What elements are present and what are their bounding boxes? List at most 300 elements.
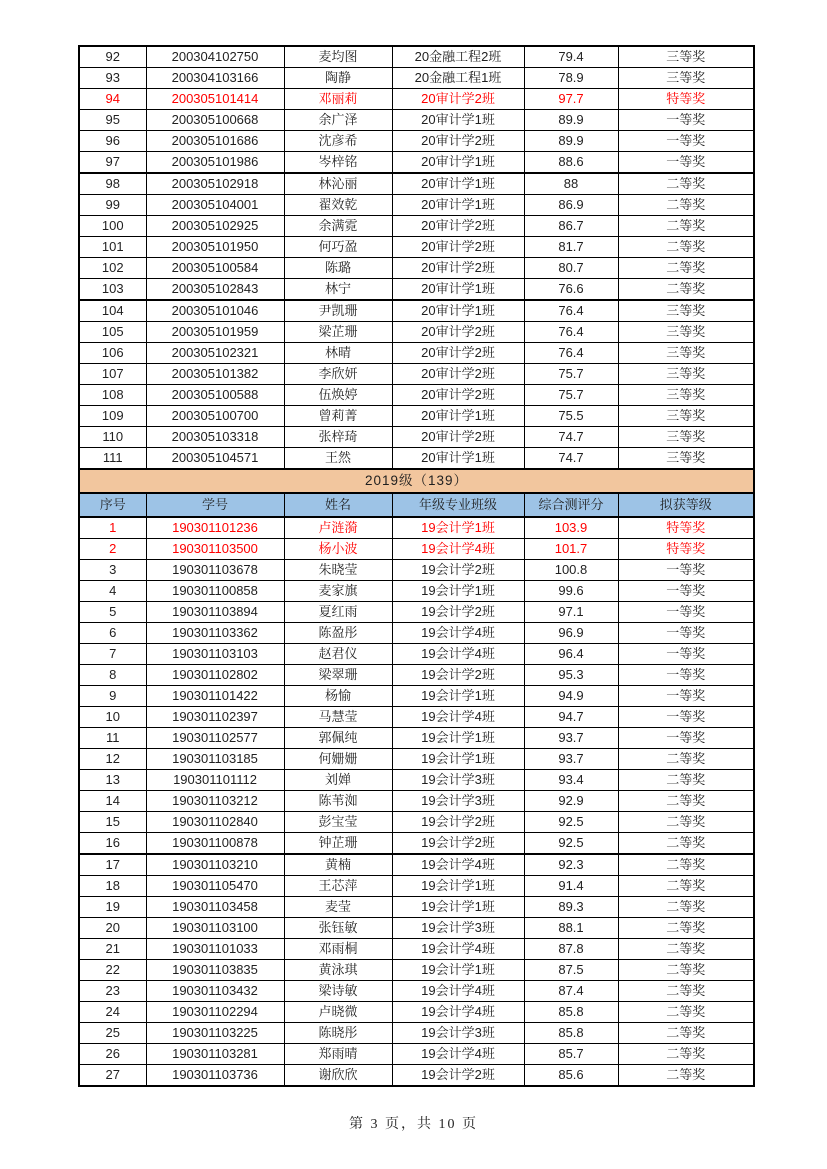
cell-serial: 25: [79, 1023, 146, 1044]
cell-name: 何巧盈: [284, 237, 392, 258]
cell-student-id: 190301103225: [146, 1023, 284, 1044]
cell-serial: 21: [79, 939, 146, 960]
cell-score: 101.7: [524, 539, 618, 560]
cell-name: 林晴: [284, 343, 392, 364]
cell-award: 三等奖: [618, 448, 754, 470]
cell-award: 三等奖: [618, 68, 754, 89]
cell-student-id: 190301101112: [146, 770, 284, 791]
cell-score: 75.7: [524, 385, 618, 406]
awards-table: [78, 45, 755, 1087]
cell-class: 19会计学1班: [392, 749, 524, 770]
cell-class: 20审计学1班: [392, 110, 524, 131]
cell-name: 彭宝莹: [284, 812, 392, 833]
cell-class: 20审计学2班: [392, 258, 524, 279]
cell-serial: 92: [79, 46, 146, 68]
cell-class: 19会计学1班: [392, 960, 524, 981]
cell-score: 76.4: [524, 343, 618, 364]
cell-award: 二等奖: [618, 279, 754, 301]
cell-name: 郭佩纯: [284, 728, 392, 749]
cell-class: 19会计学3班: [392, 770, 524, 791]
cell-score: 88.1: [524, 918, 618, 939]
cell-name: 沈彦希: [284, 131, 392, 152]
cell-award: 二等奖: [618, 854, 754, 876]
cell-award: 特等奖: [618, 517, 754, 539]
cell-student-id: 200304102750: [146, 46, 284, 68]
table-row: [79, 517, 754, 539]
cell-student-id: 200305101959: [146, 322, 284, 343]
cell-award: 二等奖: [618, 1044, 754, 1065]
cell-student-id: 200305102918: [146, 173, 284, 195]
cell-serial: 9: [79, 686, 146, 707]
table-row: [79, 791, 754, 812]
cell-score: 76.6: [524, 279, 618, 301]
cell-name: 张钰敏: [284, 918, 392, 939]
cell-name: 梁翠珊: [284, 665, 392, 686]
cell-name: 黄楠: [284, 854, 392, 876]
cell-class: 19会计学1班: [392, 728, 524, 749]
page-footer: 第 3 页，共 10 页: [349, 1117, 478, 1132]
cell-serial: 12: [79, 749, 146, 770]
cell-class: 20审计学2班: [392, 237, 524, 258]
cell-award: 一等奖: [618, 110, 754, 131]
cell-class: 19会计学3班: [392, 791, 524, 812]
cell-serial: 20: [79, 918, 146, 939]
cell-student-id: 200305100700: [146, 406, 284, 427]
cell-serial: 1: [79, 517, 146, 539]
cell-name: 麦莹: [284, 897, 392, 918]
cell-score: 95.3: [524, 665, 618, 686]
table-row: [79, 876, 754, 897]
cell-serial: 108: [79, 385, 146, 406]
cell-award: 一等奖: [618, 665, 754, 686]
table-row: [79, 981, 754, 1002]
cell-student-id: 200305101046: [146, 300, 284, 322]
cell-award: 一等奖: [618, 131, 754, 152]
table-row: [79, 195, 754, 216]
cell-award: 二等奖: [618, 812, 754, 833]
cell-student-id: 190301103103: [146, 644, 284, 665]
table-row: [79, 939, 754, 960]
cell-serial: 8: [79, 665, 146, 686]
table-row: [79, 1065, 754, 1087]
cell-class: 19会计学3班: [392, 1023, 524, 1044]
table-row: [79, 728, 754, 749]
cell-award: 二等奖: [618, 960, 754, 981]
cell-name: 刘婵: [284, 770, 392, 791]
cell-award: 二等奖: [618, 770, 754, 791]
cell-name: 李欣妍: [284, 364, 392, 385]
cell-score: 85.7: [524, 1044, 618, 1065]
cell-score: 79.4: [524, 46, 618, 68]
cell-award: 三等奖: [618, 300, 754, 322]
table-row: [79, 258, 754, 279]
table-row: [79, 237, 754, 258]
table-row: [79, 581, 754, 602]
cell-serial: 23: [79, 981, 146, 1002]
cell-name: 陶静: [284, 68, 392, 89]
cell-student-id: 200304103166: [146, 68, 284, 89]
cell-student-id: 190301100858: [146, 581, 284, 602]
table-row: [79, 1044, 754, 1065]
cell-student-id: 200305101986: [146, 152, 284, 174]
cell-student-id: 190301102397: [146, 707, 284, 728]
cell-name: 余广泽: [284, 110, 392, 131]
cell-student-id: 190301103678: [146, 560, 284, 581]
cell-serial: 11: [79, 728, 146, 749]
cell-serial: 18: [79, 876, 146, 897]
cell-name: 杨小波: [284, 539, 392, 560]
cell-award: 一等奖: [618, 602, 754, 623]
cell-student-id: 190301103894: [146, 602, 284, 623]
cell-serial: 110: [79, 427, 146, 448]
cell-class: 19会计学4班: [392, 1002, 524, 1023]
cell-score: 78.9: [524, 68, 618, 89]
cell-student-id: 200305101414: [146, 89, 284, 110]
cell-serial: 96: [79, 131, 146, 152]
cell-name: 王芯萍: [284, 876, 392, 897]
cell-award: 一等奖: [618, 686, 754, 707]
cell-student-id: 190301103835: [146, 960, 284, 981]
cell-score: 80.7: [524, 258, 618, 279]
cell-serial: 3: [79, 560, 146, 581]
cell-name: 陈苇洳: [284, 791, 392, 812]
cell-serial: 10: [79, 707, 146, 728]
cell-score: 74.7: [524, 448, 618, 470]
cell-student-id: 190301103185: [146, 749, 284, 770]
cell-serial: 99: [79, 195, 146, 216]
cell-serial: 93: [79, 68, 146, 89]
cell-serial: 101: [79, 237, 146, 258]
table-row: [79, 300, 754, 322]
cell-class: 19会计学2班: [392, 833, 524, 855]
cell-award: 二等奖: [618, 749, 754, 770]
cell-serial: 7: [79, 644, 146, 665]
cell-score: 103.9: [524, 517, 618, 539]
table-row: [79, 749, 754, 770]
cell-class: 19会计学4班: [392, 539, 524, 560]
cell-name: 梁诗敏: [284, 981, 392, 1002]
cell-serial: 6: [79, 623, 146, 644]
cell-class: 19会计学4班: [392, 981, 524, 1002]
cell-student-id: 190301103500: [146, 539, 284, 560]
cell-award: 二等奖: [618, 1065, 754, 1087]
cell-serial: 22: [79, 960, 146, 981]
table-row: [79, 918, 754, 939]
cell-class: 20审计学1班: [392, 448, 524, 470]
cell-serial: 19: [79, 897, 146, 918]
cell-score: 93.4: [524, 770, 618, 791]
table-row: [79, 665, 754, 686]
cell-name: 邓丽莉: [284, 89, 392, 110]
cell-serial: 26: [79, 1044, 146, 1065]
table-row: [79, 897, 754, 918]
cell-name: 林宁: [284, 279, 392, 301]
table-row: [79, 539, 754, 560]
cell-award: 特等奖: [618, 89, 754, 110]
cell-serial: 111: [79, 448, 146, 470]
cell-award: 二等奖: [618, 173, 754, 195]
cell-student-id: 200305104571: [146, 448, 284, 470]
cell-score: 97.7: [524, 89, 618, 110]
cell-class: 19会计学2班: [392, 812, 524, 833]
table-row: [79, 854, 754, 876]
section-band: [79, 469, 754, 493]
cell-award: 二等奖: [618, 216, 754, 237]
cell-student-id: 190301103100: [146, 918, 284, 939]
cell-serial: 100: [79, 216, 146, 237]
cell-award: 二等奖: [618, 195, 754, 216]
cell-name: 邓雨桐: [284, 939, 392, 960]
cell-award: 一等奖: [618, 152, 754, 174]
table-row: [79, 770, 754, 791]
cell-class: 20金融工程2班: [392, 46, 524, 68]
cell-student-id: 190301102840: [146, 812, 284, 833]
cell-score: 85.8: [524, 1002, 618, 1023]
table-row: [79, 89, 754, 110]
cell-score: 89.3: [524, 897, 618, 918]
cell-score: 86.9: [524, 195, 618, 216]
cell-award: 一等奖: [618, 623, 754, 644]
cell-student-id: 190301105470: [146, 876, 284, 897]
cell-class: 20审计学2班: [392, 131, 524, 152]
table-row: [79, 406, 754, 427]
cell-student-id: 200305100668: [146, 110, 284, 131]
table-row: [79, 152, 754, 174]
cell-name: 谢欣欣: [284, 1065, 392, 1087]
cell-score: 75.5: [524, 406, 618, 427]
cell-score: 76.4: [524, 322, 618, 343]
cell-serial: 107: [79, 364, 146, 385]
cell-name: 张梓琦: [284, 427, 392, 448]
cell-class: 20审计学2班: [392, 343, 524, 364]
cell-serial: 13: [79, 770, 146, 791]
cell-class: 19会计学1班: [392, 897, 524, 918]
cell-class: 20审计学2班: [392, 89, 524, 110]
cell-award: 三等奖: [618, 343, 754, 364]
cell-score: 86.7: [524, 216, 618, 237]
column-header: 年级专业班级: [392, 493, 524, 517]
table-row: [79, 833, 754, 855]
cell-name: 钟芷珊: [284, 833, 392, 855]
cell-serial: 106: [79, 343, 146, 364]
cell-serial: 105: [79, 322, 146, 343]
cell-student-id: 200305100588: [146, 385, 284, 406]
table-row: [79, 343, 754, 364]
cell-student-id: 200305102321: [146, 343, 284, 364]
cell-score: 74.7: [524, 427, 618, 448]
cell-name: 黄泳琪: [284, 960, 392, 981]
cell-class: 20金融工程1班: [392, 68, 524, 89]
column-header: 序号: [79, 493, 146, 517]
table-row: [79, 560, 754, 581]
table-row: [79, 68, 754, 89]
cell-class: 19会计学4班: [392, 623, 524, 644]
table-row: [79, 173, 754, 195]
cell-class: 20审计学1班: [392, 152, 524, 174]
cell-class: 19会计学4班: [392, 644, 524, 665]
table-row: [79, 623, 754, 644]
cell-student-id: 190301102802: [146, 665, 284, 686]
cell-serial: 103: [79, 279, 146, 301]
cell-award: 二等奖: [618, 833, 754, 855]
table-row: [79, 448, 754, 470]
cell-name: 陈晓彤: [284, 1023, 392, 1044]
cell-class: 19会计学2班: [392, 560, 524, 581]
cell-name: 曾莉菁: [284, 406, 392, 427]
cell-serial: 97: [79, 152, 146, 174]
cell-score: 89.9: [524, 131, 618, 152]
cell-score: 87.5: [524, 960, 618, 981]
cell-student-id: 190301103362: [146, 623, 284, 644]
table-row: [79, 364, 754, 385]
cell-class: 20审计学1班: [392, 406, 524, 427]
cell-name: 梁芷珊: [284, 322, 392, 343]
cell-serial: 2: [79, 539, 146, 560]
cell-student-id: 190301102577: [146, 728, 284, 749]
table-row: [79, 131, 754, 152]
cell-name: 岑梓铭: [284, 152, 392, 174]
cell-award: 二等奖: [618, 1002, 754, 1023]
cell-student-id: 190301103432: [146, 981, 284, 1002]
cell-student-id: 190301101033: [146, 939, 284, 960]
table-row: [79, 322, 754, 343]
cell-award: 三等奖: [618, 322, 754, 343]
cell-award: 一等奖: [618, 644, 754, 665]
cell-score: 94.7: [524, 707, 618, 728]
cell-name: 马慧莹: [284, 707, 392, 728]
column-header: 拟获等级: [618, 493, 754, 517]
cell-class: 20审计学1班: [392, 279, 524, 301]
cell-award: 二等奖: [618, 918, 754, 939]
cell-score: 87.8: [524, 939, 618, 960]
cell-award: 一等奖: [618, 707, 754, 728]
cell-class: 19会计学3班: [392, 918, 524, 939]
cell-score: 92.5: [524, 833, 618, 855]
cell-class: 20审计学1班: [392, 300, 524, 322]
cell-class: 19会计学4班: [392, 1044, 524, 1065]
table-row: [79, 46, 754, 68]
cell-serial: 24: [79, 1002, 146, 1023]
cell-score: 97.1: [524, 602, 618, 623]
cell-class: 19会计学1班: [392, 517, 524, 539]
cell-name: 陈璐: [284, 258, 392, 279]
cell-name: 卢涟漪: [284, 517, 392, 539]
cell-class: 20审计学2班: [392, 364, 524, 385]
table-row: [79, 707, 754, 728]
cell-name: 卢晓微: [284, 1002, 392, 1023]
cell-name: 夏红雨: [284, 602, 392, 623]
cell-award: 二等奖: [618, 939, 754, 960]
cell-award: 一等奖: [618, 728, 754, 749]
cell-serial: 16: [79, 833, 146, 855]
table-row: [79, 427, 754, 448]
cell-score: 100.8: [524, 560, 618, 581]
cell-award: 三等奖: [618, 364, 754, 385]
cell-serial: 98: [79, 173, 146, 195]
cell-serial: 5: [79, 602, 146, 623]
column-header: 学号: [146, 493, 284, 517]
cell-student-id: 200305102843: [146, 279, 284, 301]
cell-student-id: 200305102925: [146, 216, 284, 237]
table-row: [79, 279, 754, 301]
cell-student-id: 190301101236: [146, 517, 284, 539]
cell-name: 尹凯珊: [284, 300, 392, 322]
cell-serial: 95: [79, 110, 146, 131]
section-title: 2019级（139）: [79, 469, 754, 493]
cell-award: 三等奖: [618, 385, 754, 406]
cell-name: 麦家旗: [284, 581, 392, 602]
cell-score: 93.7: [524, 749, 618, 770]
cell-serial: 109: [79, 406, 146, 427]
cell-class: 20审计学1班: [392, 195, 524, 216]
cell-student-id: 190301101422: [146, 686, 284, 707]
cell-score: 92.3: [524, 854, 618, 876]
cell-class: 19会计学2班: [392, 1065, 524, 1087]
cell-class: 20审计学2班: [392, 385, 524, 406]
cell-class: 19会计学4班: [392, 939, 524, 960]
cell-student-id: 200305101950: [146, 237, 284, 258]
cell-award: 二等奖: [618, 981, 754, 1002]
cell-serial: 15: [79, 812, 146, 833]
cell-serial: 102: [79, 258, 146, 279]
cell-award: 特等奖: [618, 539, 754, 560]
cell-student-id: 200305100584: [146, 258, 284, 279]
cell-score: 96.4: [524, 644, 618, 665]
cell-score: 87.4: [524, 981, 618, 1002]
cell-score: 89.9: [524, 110, 618, 131]
cell-award: 二等奖: [618, 897, 754, 918]
cell-class: 19会计学2班: [392, 665, 524, 686]
cell-score: 94.9: [524, 686, 618, 707]
cell-name: 郑雨晴: [284, 1044, 392, 1065]
cell-name: 林沁丽: [284, 173, 392, 195]
cell-class: 19会计学4班: [392, 854, 524, 876]
cell-serial: 104: [79, 300, 146, 322]
cell-student-id: 200305101686: [146, 131, 284, 152]
cell-score: 85.8: [524, 1023, 618, 1044]
cell-name: 王然: [284, 448, 392, 470]
table-row: [79, 1002, 754, 1023]
cell-serial: 4: [79, 581, 146, 602]
cell-award: 二等奖: [618, 791, 754, 812]
cell-student-id: 200305104001: [146, 195, 284, 216]
cell-score: 96.9: [524, 623, 618, 644]
cell-award: 二等奖: [618, 1023, 754, 1044]
cell-award: 二等奖: [618, 876, 754, 897]
cell-class: 19会计学2班: [392, 602, 524, 623]
cell-score: 81.7: [524, 237, 618, 258]
cell-score: 99.6: [524, 581, 618, 602]
cell-student-id: 190301103210: [146, 854, 284, 876]
cell-score: 85.6: [524, 1065, 618, 1087]
table-row: [79, 812, 754, 833]
cell-award: 三等奖: [618, 46, 754, 68]
cell-class: 20审计学2班: [392, 322, 524, 343]
cell-student-id: 190301103736: [146, 1065, 284, 1087]
table-row: [79, 385, 754, 406]
cell-score: 92.5: [524, 812, 618, 833]
table-body: [79, 46, 754, 1086]
cell-name: 余满霓: [284, 216, 392, 237]
cell-class: 20审计学1班: [392, 173, 524, 195]
cell-student-id: 190301103458: [146, 897, 284, 918]
cell-student-id: 190301100878: [146, 833, 284, 855]
cell-serial: 17: [79, 854, 146, 876]
cell-name: 伍焕婷: [284, 385, 392, 406]
cell-class: 20审计学2班: [392, 427, 524, 448]
cell-class: 19会计学1班: [392, 581, 524, 602]
cell-award: 一等奖: [618, 581, 754, 602]
